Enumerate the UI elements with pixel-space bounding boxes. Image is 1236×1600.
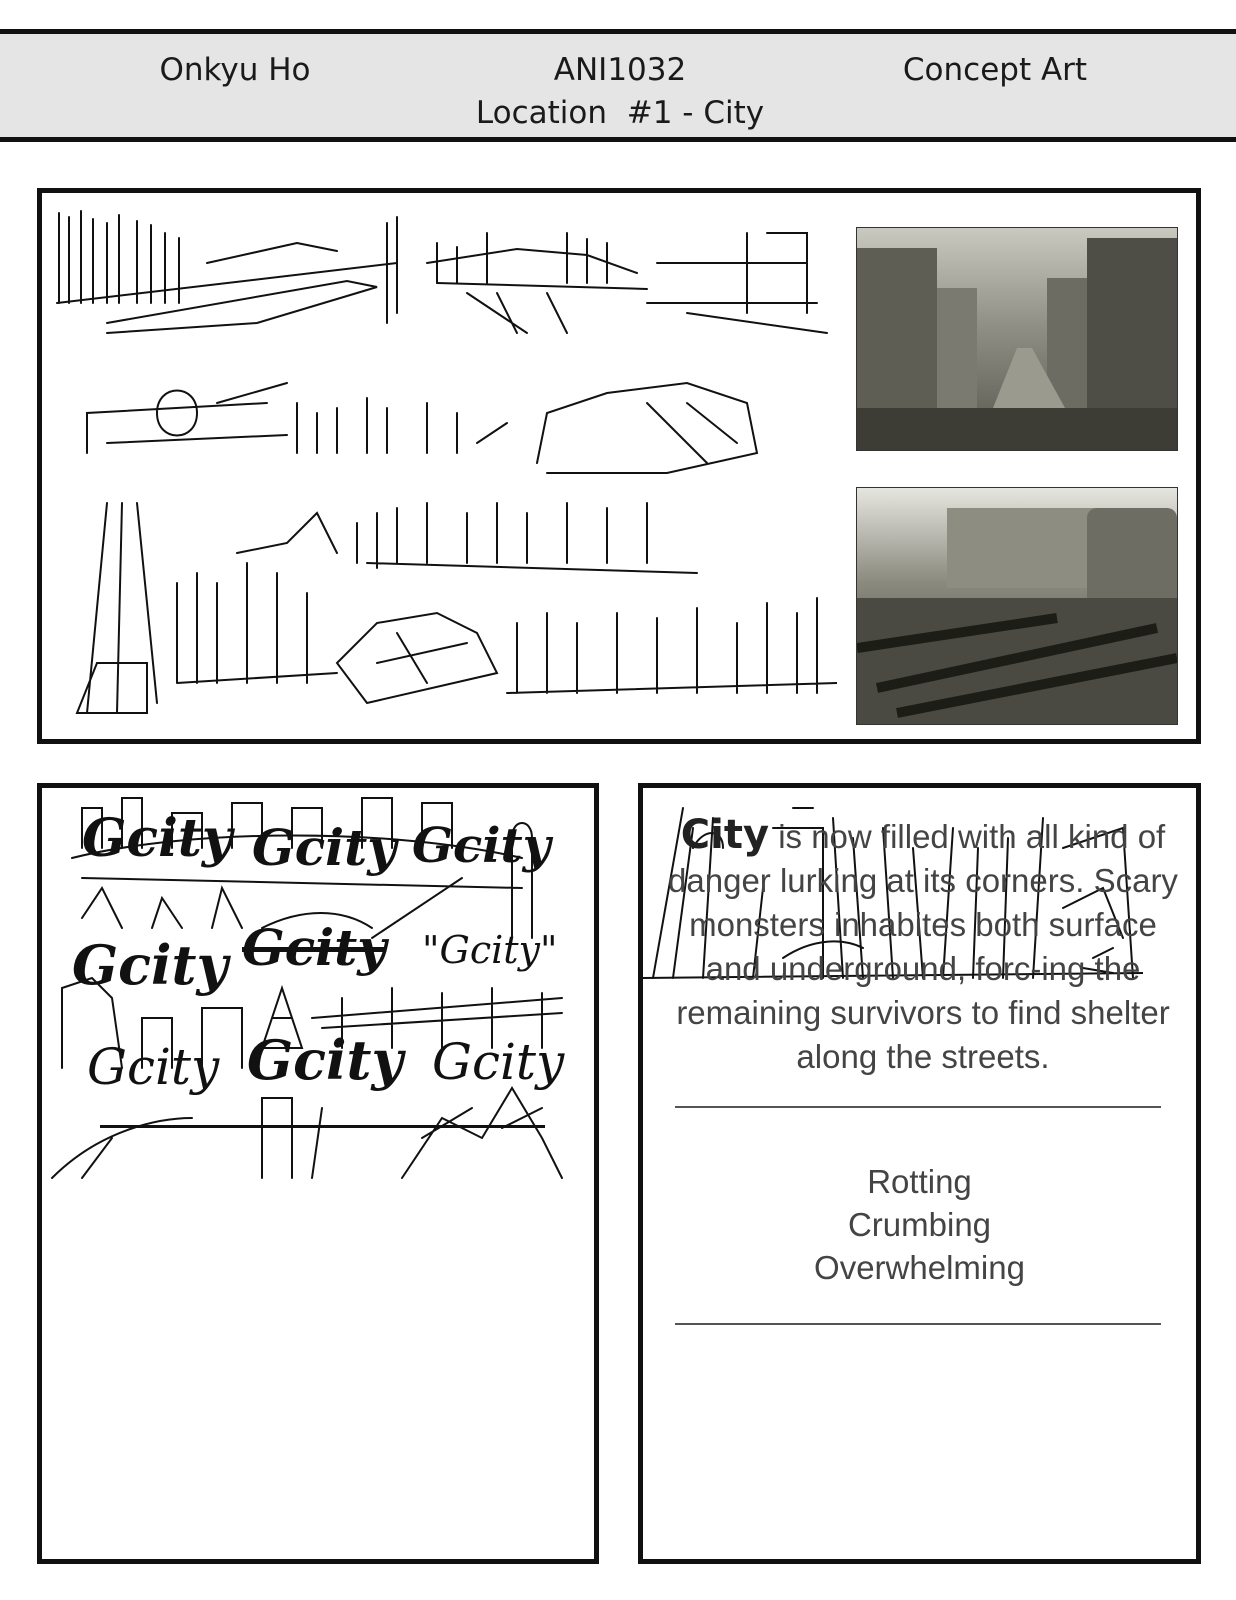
location-title: Location #1 - City (475, 95, 765, 131)
course-and-location (440, 49, 800, 135)
logo-study: Gcity (72, 933, 228, 997)
description-body: is now filled with all kind of danger lurking at its corners. Scary monsters inhabites both surface and underground, forc-ing the remaining survivors to find shelter along the streets. (668, 818, 1178, 1075)
logo-study: "Gcity" (422, 928, 558, 972)
logo-study: Gcity (87, 1038, 220, 1096)
page-header (0, 29, 1236, 142)
logo-studies-panel (37, 783, 599, 1564)
mood-word: Crumbing (847, 1206, 992, 1243)
divider-line (675, 1323, 1161, 1325)
divider-line (100, 1125, 545, 1128)
city-thumbnail-sketches (47, 203, 837, 733)
reference-photo-ruined-street (856, 227, 1178, 451)
course-code: ANI1032 (553, 52, 687, 88)
category-label: Concept Art (902, 52, 1088, 88)
thumbnail-sketches-panel (37, 188, 1201, 744)
author-name: Onkyu Ho (159, 52, 311, 88)
mood-words (643, 1160, 1196, 1289)
city-description (663, 813, 1183, 1079)
mood-word: Overwhelming (814, 1249, 1025, 1286)
logo-study: Gcity (247, 1028, 403, 1092)
mood-word: Rotting (867, 1163, 972, 1200)
logo-study: Gcity (82, 808, 233, 869)
logo-study: Gcity (432, 1033, 565, 1091)
description-panel (638, 783, 1201, 1564)
logo-study: Gcity (252, 818, 397, 877)
divider-line (675, 1106, 1161, 1108)
logo-studies-grid (72, 798, 572, 1128)
logo-study: Gcity (412, 818, 551, 874)
description-keyword: City (680, 812, 770, 858)
logo-study: Gcity (242, 918, 387, 977)
reference-photo-industrial-pipes (856, 487, 1178, 725)
